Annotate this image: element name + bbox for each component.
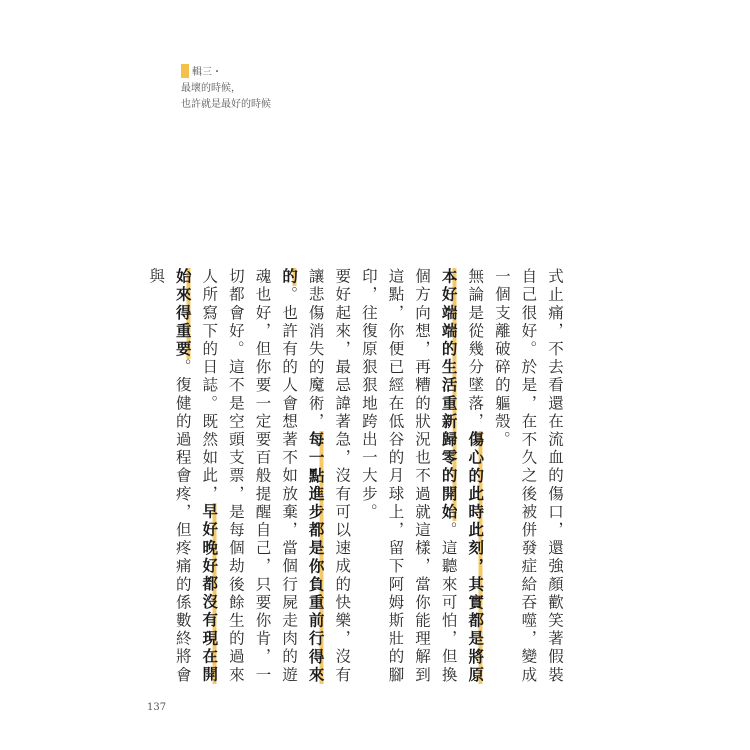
chapter-header xyxy=(181,64,271,113)
text-segment: 。這聽來可怕，但換個方向想，再糟的狀況也不過就這樣，當你能理解到這點，你便已經在低谷的月球上，留下阿姆斯壯的腳印，往復原狠狠地跨出一大步。 xyxy=(359,268,458,685)
chapter-label-line xyxy=(181,64,271,81)
highlighted-text: 每一點進步都是你負重前行得來的 xyxy=(280,268,326,685)
text-segment: 要好起來，最忌諱著急，沒有可以速成的快樂，沒有讓悲傷消失的魔術， xyxy=(306,268,352,685)
highlighted-text: 早好晚好都沒有現在開始來得重要 xyxy=(173,268,220,685)
vertical-body-text xyxy=(147,268,568,698)
text-segment: 式止痛，不去看還在流血的傷口，還強顏歡笑著假裝自己很好。於是，在不久之後被併發症給吞噬，變成一個支離破碎的軀殼。 xyxy=(492,268,564,685)
chapter-title-line1: 最壞的時候， xyxy=(181,83,241,94)
text-segment: 無論是從幾分墜落， xyxy=(466,268,485,431)
text-segment: 。復健的過程會疼，但疼痛的係數終將會與 xyxy=(147,268,192,685)
paragraph xyxy=(488,268,568,698)
paragraph xyxy=(143,268,356,698)
paragraph xyxy=(355,268,488,698)
highlighted-text: 傷心的此時此刻，其實都是將原本好端端的生活重新歸零的開始 xyxy=(439,268,486,685)
chapter-marker xyxy=(181,64,189,78)
page-number: 137 xyxy=(147,702,167,713)
text-segment: 。也許有的人會想著不如放棄，當個行屍走肉的遊魂也好，但你要一定要百般提醒自己，只要你肯，一切都會好。這不是空頭支票，是每個劫後餘生的過來人所寫下的日誌。既然如此， xyxy=(200,268,299,685)
chapter-title-line2: 也許就是最好的時候 xyxy=(181,99,271,110)
chapter-label: 輯三・ xyxy=(192,67,222,78)
